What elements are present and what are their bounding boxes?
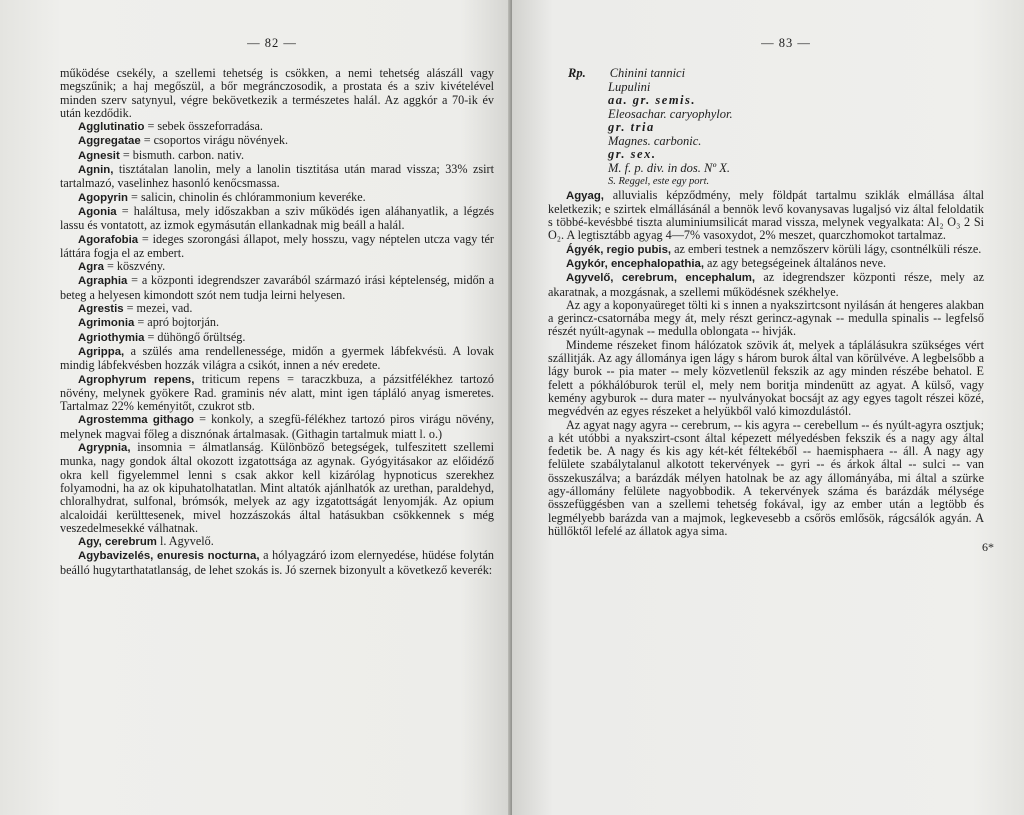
rx-line: gr. sex. bbox=[608, 147, 657, 161]
entry-agybavizeles: Agybavizelés, enuresis nocturna, a hólyagzáró izom elernyedése, hüdése folytán beálló hugytarthatatlanság, de lehet szokás is. Jó szernek bizonyult a következő keverék: bbox=[60, 548, 494, 577]
entry-agnin: Agnin, tisztátalan lanolin, mely a lanolin tisztitása után marad vissza; 33% zsirt tartalmazó, vaselinhez hasonló kenőcsmassa. bbox=[60, 162, 494, 191]
entry-agraphia: Agraphia = a központi idegrendszer zavarából származó irási képtelenség, midőn a beteg a helyesen kimondott szót nem tudja leirni helyesen. bbox=[60, 273, 494, 302]
rx-line: Magnes. carbonic. bbox=[608, 133, 702, 148]
rx-line: S. Reggel, este egy port. bbox=[608, 176, 710, 187]
rx-line: Eleosachar. caryophylor. bbox=[608, 106, 733, 121]
paragraph: Az agyat nagy agyra -- cerebrum, -- kis agyra -- cerebellum -- és nyúlt-agyra osztjuk; a két utóbbi a nyakszirt-csont által képezett mélyedésben fekszik és a nagy agy által fedetik be. A nagy és kis agy két-két féltekéből -- haemisphaera -- áll. A nagy agy felülete szabálytalanul alkotott tekervények -- gyri -- és árkok által -- sulci -- van összekuszálva; a barázdák mélyen hatolnak be az agy állományába, mi által a szürke agy-állomány felülete nagyobbodik. A tekervények száma és barázdák mélysége összefüggésben van a szellemi tehetség fokával, igy az ember után a legtöbb és legmélyebb barázda van a majmok, legkevesebb a csőrös emlősök, rágcsálók agyán. A hüllőktől lefelé az állatok agya sima. bbox=[548, 417, 984, 538]
entry-aggregatae: Aggregatae = csoportos virágu növények. bbox=[78, 133, 289, 148]
right-page bbox=[512, 0, 1024, 815]
entry-agonia: Agonia = haláltusa, mely időszakban a sziv működés igen aláhanyatlik, a légzés lassu és vontatott, az izmok egymásután ellankadnak mig beáll a halál. bbox=[60, 203, 494, 233]
entry-agyvelo: Agyvelő, cerebrum, encephalum, az idegrendszer központi része, mely az akaratnak, a mozgásnak, a szellemi működésnek székhelye. bbox=[548, 270, 985, 299]
page-number-left: — 82 — bbox=[247, 36, 297, 50]
page-number-right: — 83 — bbox=[761, 36, 811, 50]
entry-agykor: Agykór, encephalopathia, az agy betegségeinek általános neve. bbox=[566, 255, 887, 270]
entry-agnesit: Agnesit = bismuth. carbon. nativ. bbox=[78, 147, 244, 162]
entry-agrophyrum: Agrophyrum repens, triticum repens = taraczkbuza, a pázsitfélékhez tartozó növény, melynek gyökere Rad. graminis név alatt, mint igen tápláló anyag ismeretes. Tartalmaz 22% keményitőt, czukrot stb. bbox=[60, 371, 494, 414]
right-text bbox=[548, 189, 984, 539]
entry-agorafobia: Agorafobia = ideges szorongási állapot, mely hosszu, vagy néptelen utcza vagy tér láttára fogja el az embert. bbox=[60, 231, 494, 260]
entry-agrypnia: Agrypnia, insomnia = álmatlanság. Különböző betegségek, tulfeszitett szellemi munka, nagy gondok által okozott izgatottsága az agynak. Gyógyitásakor az előidéző okra kell figyelemmel lenni s csak akkor kell kizárólag hypnoticus szerekhez folyamodni, ha az ok kipuhatolhatatlan. Mint altatók ajánlhatók az urethan, paraldehyd, chloralhydrat, sulfonal, brómsók, melyek az agy izgatottságát lenyomják. Az opium alcaloidái kerülttesenek, mivel hozzászokás által hatásukban csökkennek s még veszedelmesekké válhatnak. bbox=[60, 440, 494, 535]
entry-agrippa: Agrippa, a szülés ama rendellenessége, midőn a gyermek lábfekvésü. A lovak mindig lábfekvésben hozzák világra a csikót, innen a név eredete. bbox=[60, 343, 494, 373]
rx-line: aa. gr. semis. bbox=[608, 93, 697, 107]
rx-line: Lupulini bbox=[608, 79, 651, 94]
rx-line: Rp. Chinini tannici bbox=[568, 66, 686, 80]
paragraph: Az agy a koponyaüreget tölti ki s innen a nyakszirtcsont nyilásán át hengeres alakban a gerincz-csatornába megy át, mely részt gerincz-agynak -- medulla spinalis -- legfelső részét nyúlt-agynak -- medulla oblongata -- hivják. bbox=[548, 297, 984, 339]
entry-agy: Agy, cerebrum l. Agyvelő. bbox=[78, 534, 214, 549]
entry-agriothymia: Agriothymia = dühöngő őrültség. bbox=[78, 329, 246, 344]
entry-agrestis: Agrestis = mezei, vad. bbox=[78, 301, 193, 316]
prescription bbox=[568, 66, 984, 189]
entry-agrimonia: Agrimonia = apró bojtorján. bbox=[78, 315, 220, 330]
printer-signature: 6* bbox=[982, 540, 994, 555]
entry-agglutinatio: Agglutinatio = sebek összeforradása. bbox=[78, 119, 263, 134]
entry-agopyrin: Agopyrin = salicin, chinolin és chlórammonium keveréke. bbox=[78, 189, 366, 204]
entry-agyek: Ágyék, regio pubis, az emberi testnek a nemzőszerv körüli lágy, csontnélküli része. bbox=[566, 241, 982, 256]
left-text bbox=[60, 67, 494, 577]
entry-agyag: Agyag, alluvialis képződmény, mely földpát tartalmu sziklák elmállása által keletkezik; e szirtek elmállásánál a bennök levő kovanysavas lugaljsó viz által feloldatik s többé-kevésbbé tiszta aluminiumsilicát marad vissza, melynek vegyalkata: Al₂ O₃ 2 Si O₂. A legtisztább agyag 4—7% vasoxydot, 2% meszet, quarczhomokot tartalmaz. bbox=[548, 187, 984, 243]
entry-agra: Agra = köszvény. bbox=[78, 259, 166, 274]
rx-line: gr. tria bbox=[608, 120, 655, 134]
rx-line: M. f. p. div. in dos. Nº X. bbox=[608, 160, 731, 175]
paragraph: Mindeme részeket finom hálózatok szövik át, melyek a táplálásukra szükséges vért szállitják. Az agy állománya igen lágy s három burok által van körülvéve. A legbelsőbb a lágy burok -- pia mater -- mely közvetlenül fekszik az agy minden részébe behatol. E felett a pókhálóburok terül el, mely nem boritja mindenütt az agyat. A külső, vagy kemény agyburok -- dura mater -- nyulványokat bocsájt az agy egyes tagolt részei közé, megvédvén az egyes részeket a helyükből való kimozdulástól. bbox=[548, 337, 984, 419]
paragraph: működése csekély, a szellemi tehetség is csökken, a nemi tehetség alászáll vagy megszűnik; a haj megőszül, a bőr megránczosodik, a prostata és a sziv kivételével minden szerv satynyul, végre bekövetkezik a természetes halál. Az aggkór a 70-ik év után kezdődik. bbox=[60, 66, 494, 120]
entry-agrostemma: Agrostemma githago = konkoly, a szegfü-félékhez tartozó piros virágu növény, melynek magvai főleg a disznónak ártalmasak. (Githagin tartalmuk miatt l. o.) bbox=[60, 412, 494, 441]
